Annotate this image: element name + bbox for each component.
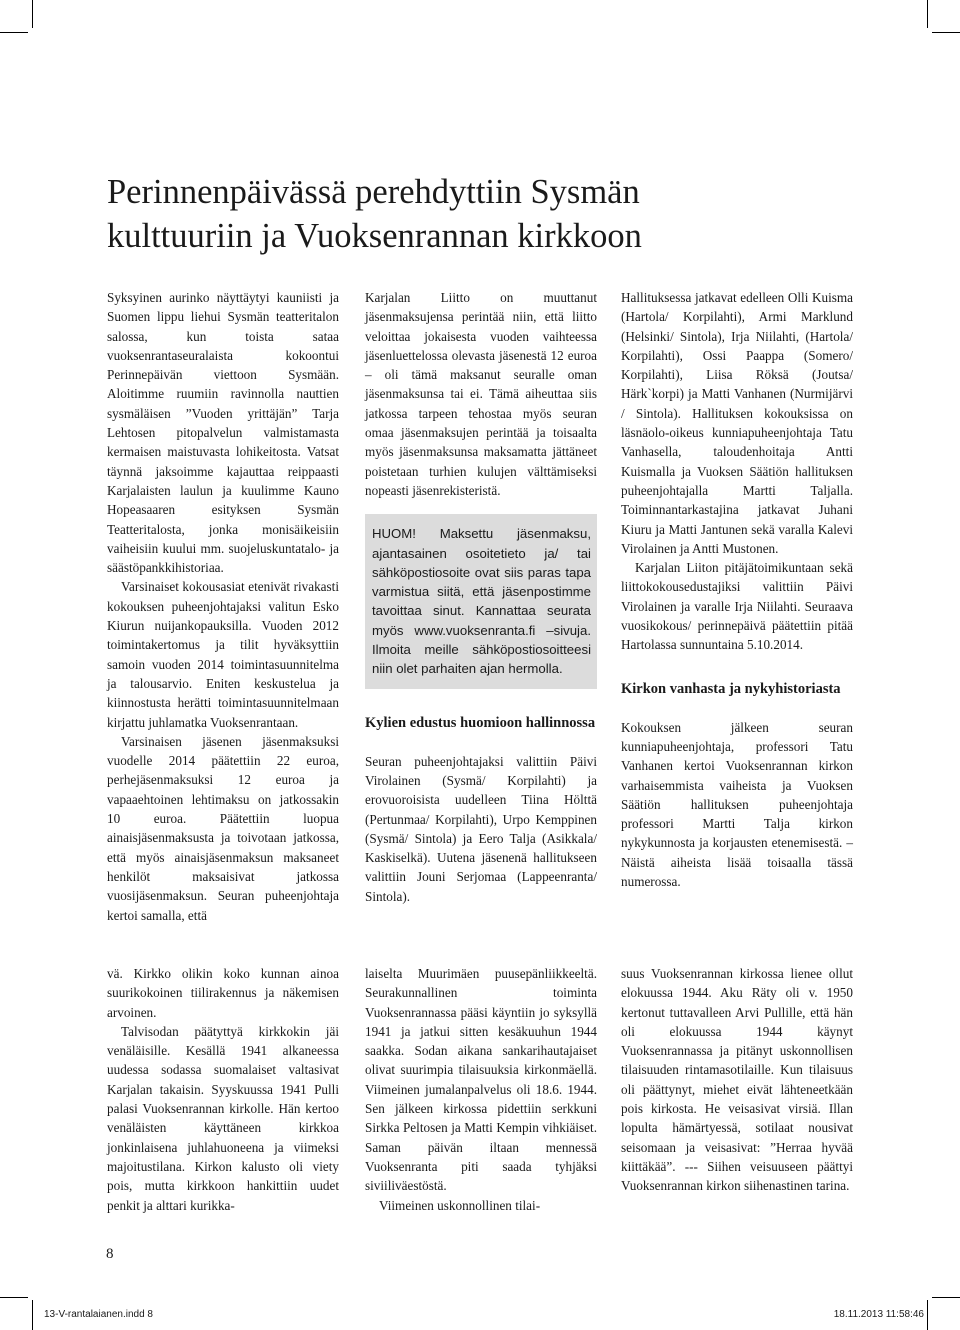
title-line-1: Perinnenpäivässä perehdyttiin Sysmän xyxy=(107,173,640,211)
paragraph: Karjalan Liiton pitäjätoimikuntaan sekä liittokokousedustajiksi valittiin Päivi Virolainen ja varalle Irja Niilahti. Seuraava vuosikokous/ perinnepäivä päätettiin pitää Hartolassa sunnuntaina 5.10.2014. xyxy=(621,560,853,653)
paragraph: vä. Kirkko olikin koko kunnan ainoa suurikokoinen tiilirakennus ja näkemisen arvoinen. xyxy=(107,966,339,1020)
paragraph: Talvisodan päätyttyä kirkkokin jäi venäläisille. Kesällä 1941 alkaneessa uudessa sodassa suomalaiset valtasivat Karjalan takaisin. Syyskuussa 1941 Pulli palasi Vuoksenrannan kirkolle. Hän kertoo venäläisten käyttäneen kirkkoa jonkinlaisena juhlahuoneena ja viimeksi majoitustilana. Kirkon kalusto oli viety pois, mutta kirkkoon hankittiin uudet penkit ja alttari kurikka- xyxy=(107,1023,339,1213)
notice-box xyxy=(365,514,597,688)
crop-mark xyxy=(927,0,928,28)
paragraph: suus Vuoksenrannan kirkossa lienee ollut elokuussa 1944. Aku Räty oli v. 1950 kertonut tuttavalleen Arvi Pullille, että hän oli elokuussa 1944 käynyt Vuoksenrannassa ja pitänyt uskonnollisen tilaisuuden rintamasotilaille. Kun tilaisuus oli päättynyt, miehet eivät lähteneetkään pois kirkosta. He veisasivat virsiä. Illan lopulta hämärtyessä, sotilaat nousivat seisomaan ja veisasivat: ”Herraa hyvää kiittäkää”. --- Siihen veisuuseen päättyi Vuoksenrannan kirkon siihenastinen tarina. xyxy=(621,966,853,1194)
crop-mark xyxy=(0,1297,28,1298)
upper-column-1 xyxy=(107,288,339,925)
crop-mark xyxy=(932,1297,960,1298)
paragraph: Varsinaisen jäsenen jäsenmaksuksi vuodelle 2014 päätettiin 22 euroa, perhejäsenmaksuksi 12 euroa ja vapaaehtoinen lehtimaksu on jatkossakin 10 euroa. Päätettiin luopua ainaisjäsenmaksusta ja toivotaan jatkossa, että myös ainaisjäsenmaksun maksaneet henkilöt maksaisivat jatkossa vuosijäsenmaksun. Seuran puheenjohtaja kertoi samalla, että xyxy=(107,733,339,923)
crop-mark xyxy=(932,32,960,33)
paragraph: laiselta Muurimäen puusepänliikkeeltä. Seurakunnallinen toiminta Vuoksenrannassa pääsi käyntiin jo syksyllä 1941 ja jatkui sitten kesäkuuhun 1944 saakka. Sodan aikana sankarihautajaiset olivat suurimpia tilaisuuksia kirkonmäellä. Viimeinen jumalanpalvelus oli 18.6. 1944. Sen jälkeen kirkossa pidettiin serkkuni Sirkka Peltosen ja Matti Kempin vihkiäiset. Saman päivän iltaan mennessä Vuoksenranta piti saada tyhjäksi siviiliväestöstä. xyxy=(365,966,597,1194)
section-heading: Kylien edustus huomioon hallinnossa xyxy=(365,714,596,731)
paragraph: Viimeinen uskonnollinen tilai- xyxy=(379,1197,541,1213)
crop-mark xyxy=(0,32,28,33)
upper-column-2 xyxy=(365,288,597,906)
page-number: 8 xyxy=(106,1246,114,1262)
crop-mark xyxy=(927,1300,928,1330)
section-heading: Kirkon vanhasta ja nykyhistoriasta xyxy=(621,680,841,697)
paragraph: Kokouksen jälkeen seuran kunniapuheenjohtaja, professori Tatu Vanhanen kertoi Vuoksenrannan kirkon varhaisemmista vaiheista ja Vuoksen Säätiön hallituksen puheenjohtaja professori Martti Talja kirkon nykykunnosta ja korjausten etenemisestä. – Näistä aiheista lisää toisaalla tässä numerossa. xyxy=(621,719,853,890)
lower-column-3 xyxy=(621,964,853,1196)
title-line-2: kulttuuriin ja Vuoksenrannan kirkkoon xyxy=(107,217,642,255)
paragraph: Hallituksessa jatkavat edelleen Olli Kuisma (Hartola/ Korpilahti), Armi Marklund (Helsinki/ Sintola), Irja Niilahti, (Hartola/ Korpilahti), Ossi Paappa (Somero/ Korpilahti), Liisa Röksä (Joutsa/ Härk`korpi) ja Matti Vanhanen (Nurmijärvi / Sintola). Hallituksen kokouksissa on läsnäolo-oikeus kunniapuheenjohtaja Tatu Vanhasella, taloudenhoitaja Antti Kuismalla ja Vuoksen Säätiön hallituksen puheenjohtajalla Martti Taljalla. Toiminnantarkastajina jatkavat Juhani Kiuru ja Matti Jantunen sekä varalla Kalevi Virolainen ja Antti Mustonen. xyxy=(621,290,853,556)
crop-mark xyxy=(32,0,33,28)
paragraph: Seuran puheenjohtajaksi valittiin Päivi Virolainen (Sysmä/ Korpilahti) ja erovuoroisista uudelleen Tiina Hölttä (Pertunmaa/ Korpilahti), Urpo Kemppinen (Sysmä/ Sintola) ja Eero Talja (Asikkala/ Kaskiselkä). Uutena jäsenenä hallitukseen valittiin Jouni Serjomaa (Lappeenranta/ Sintola). xyxy=(365,753,597,904)
paragraph: Syksyinen aurinko näyttäytyi kauniisti ja Suomen lippu liehui Sysmän teatteritalon salossa, kun toista sataa vuoksenrantaseuralaista kokoontui Perinnepäivän viettoon Sysmään. Aloitimme ruumiin ravinnolla nauttien sysmäläisen ”Vuoden yrittäjän” Tarja Lehtosen pitopalvelun valmistamasta kermaisen maistuvasta lohikeitosta. Vatsat täynnä jaksoimme kajauttaa reippaasti Karjalaisten laulun ja kuulimme Kauno Hopeasaaren esityksen Sysmän Teatteritalosta, jonka monisäikeisiin vaiheisiin kuului mm. suojeluskuntatalo- ja säästöpankkihistoriaa. xyxy=(107,290,339,576)
paragraph: Karjalan Liitto on muuttanut jäsenmaksujensa perintää niin, että liitto veloittaa jokaisesta vuoden vaihteessa jäsenluettelossa olevasta jäsenestä 12 euroa – oli tämä maksanut seuralle oman jäsenmaksunsa tai ei. Tämä aiheuttaa siis jatkossa tarpeen tehostaa myös seuran omaa jäsenmaksujen perintää ja toisaalta myös jäsenmaksunsa maksamatta jättäneet poistetaan turhien kulujen välttämiseksi nopeasti jäsenrekisteristä. xyxy=(365,290,597,498)
paragraph: Varsinaiset kokousasiat etenivät rivakasti kokouksen puheenjohtajaksi valitun Esko Kiurun nuijankopauksilla. Vuoden 2012 toimintakertomus ja tilit hyväksyttiin samoin vuoden 2014 toimintasuunnitelma ja talousarvio. Eniten keskustelua ja kiinnostusta herätti toimintasuunnitelmaan kirjattu juhlamatka Vuoksenrantaan. xyxy=(107,579,339,730)
upper-column-3 xyxy=(621,288,853,891)
slug-file: 13-V-rantalaianen.indd 8 xyxy=(44,1309,153,1320)
slug-datetime: 18.11.2013 11:58:46 xyxy=(833,1309,924,1320)
article-title xyxy=(107,170,867,258)
lower-column-2 xyxy=(365,964,597,1215)
crop-mark xyxy=(32,1300,33,1330)
lower-column-1 xyxy=(107,964,339,1215)
notice-text: HUOM! Maksettu jäsenmaksu, ajantasainen osoitetieto ja/ tai sähköpostiosoite ovat siis paras tapa varmistua siitä, että jäsenpostimme tavoittaa sinut. Kannattaa seurata myös www.vuoksenranta.fi –sivuja. Ilmoita meille sähköpostiosoitteesi niin olet parhaiten ajan hermolla. xyxy=(372,526,591,677)
